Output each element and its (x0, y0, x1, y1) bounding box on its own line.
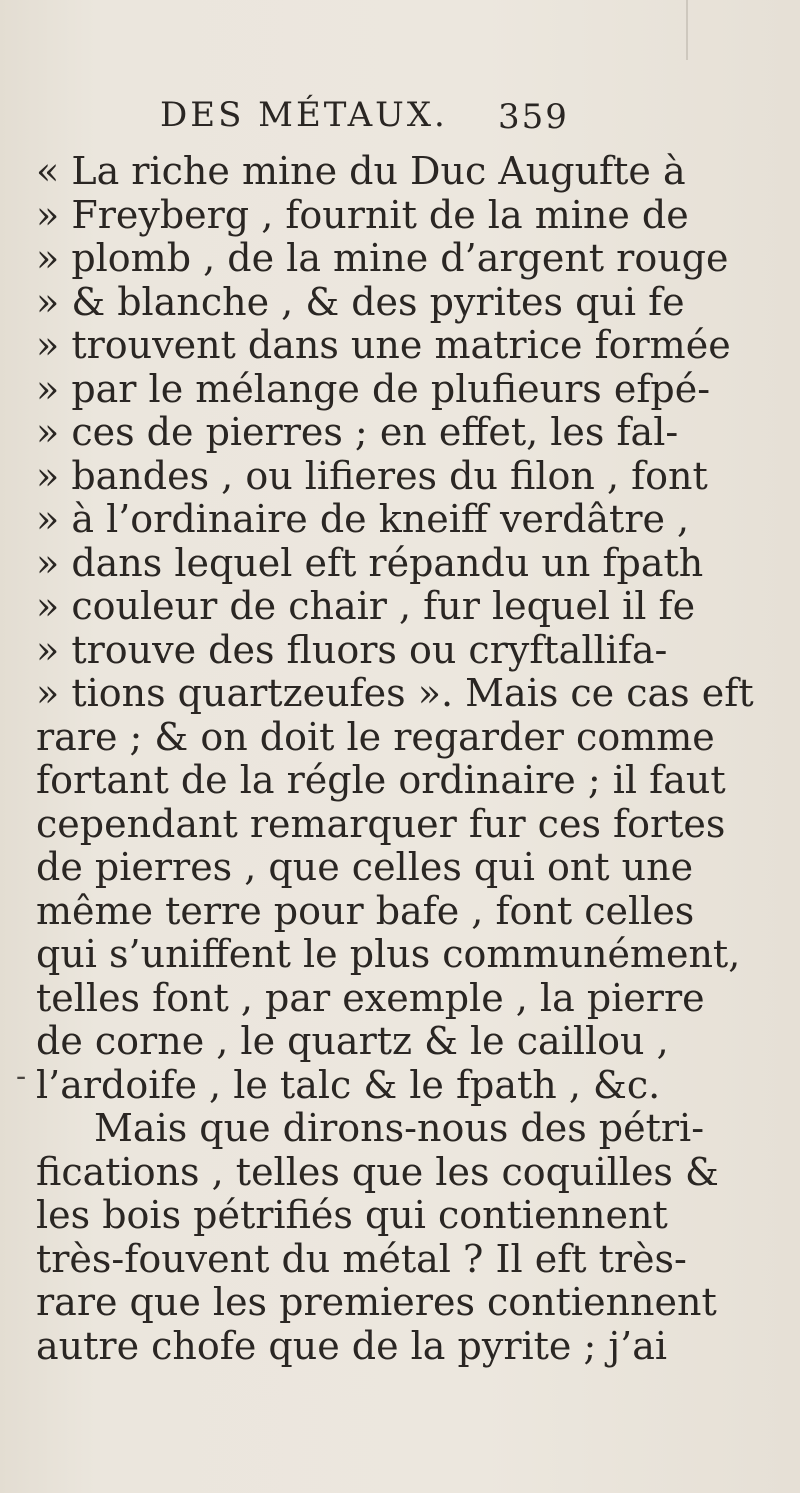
text-line: » tions quartzeufes ». Mais ce cas eft (36, 672, 754, 715)
page-edge-line (686, 0, 688, 60)
text-line: l’ardoife , le talc & le fpath , &c. (36, 1063, 661, 1107)
text-line: » & blanche , & des pyrites qui fe (36, 280, 685, 324)
text-line: » ces de pierres ; en effet, les fal- (36, 411, 679, 454)
page-header (160, 95, 600, 145)
page-number: 359 (498, 97, 569, 137)
text-line: de pierres , que celles qui ont une (36, 846, 694, 889)
text-line: » trouve des fluors ou cryftallifa- (36, 628, 668, 672)
text-line: les bois pétrifiés qui contiennent (36, 1194, 668, 1237)
text-line: » plomb , de la mine d’argent rouge (36, 237, 729, 280)
text-line: fortant de la régle ordinaire ; il faut (36, 759, 726, 802)
text-line: rare que les premieres contiennent (36, 1281, 717, 1324)
text-line: » couleur de chair , fur lequel il fe (36, 585, 696, 628)
text-line: » dans lequel eft répandu un fpath (36, 541, 704, 585)
running-title: DES MÉTAUX. (160, 95, 448, 135)
text-line: » par le mélange de plufieurs efpé- (36, 367, 711, 411)
text-line: qui s’uniffent le plus communément, (36, 933, 741, 976)
text-line: fications , telles que les coquilles & (36, 1150, 719, 1194)
text-line: très-fouvent du métal ? Il eft très- (36, 1237, 687, 1281)
text-line: même terre pour bafe , font celles (36, 889, 695, 933)
text-line: de corne , le quartz & le caillou , (36, 1020, 669, 1063)
text-line: » à l’ordinaire de kneiff verdâtre , (36, 498, 690, 541)
body-text (36, 150, 776, 1368)
text-line: rare ; & on doit le regarder comme (36, 715, 715, 759)
text-line: autre chofe que de la pyrite ; j’ai (36, 1324, 668, 1368)
paragraph-start-line: Mais que dirons-nous des pétri- (94, 1107, 705, 1150)
text-line: « La riche mine du Duc Augufte à (36, 150, 686, 193)
text-line: » bandes , ou lifieres du filon , font (36, 454, 708, 498)
text-line: telles font , par exemple , la pierre (36, 976, 705, 1020)
text-line: cependant remarquer fur ces fortes (36, 802, 726, 846)
text-line: » Freyberg , fournit de la mine de (36, 193, 689, 237)
margin-mark: - (16, 1059, 27, 1094)
text-line: » trouvent dans une matrice formée (36, 324, 731, 367)
